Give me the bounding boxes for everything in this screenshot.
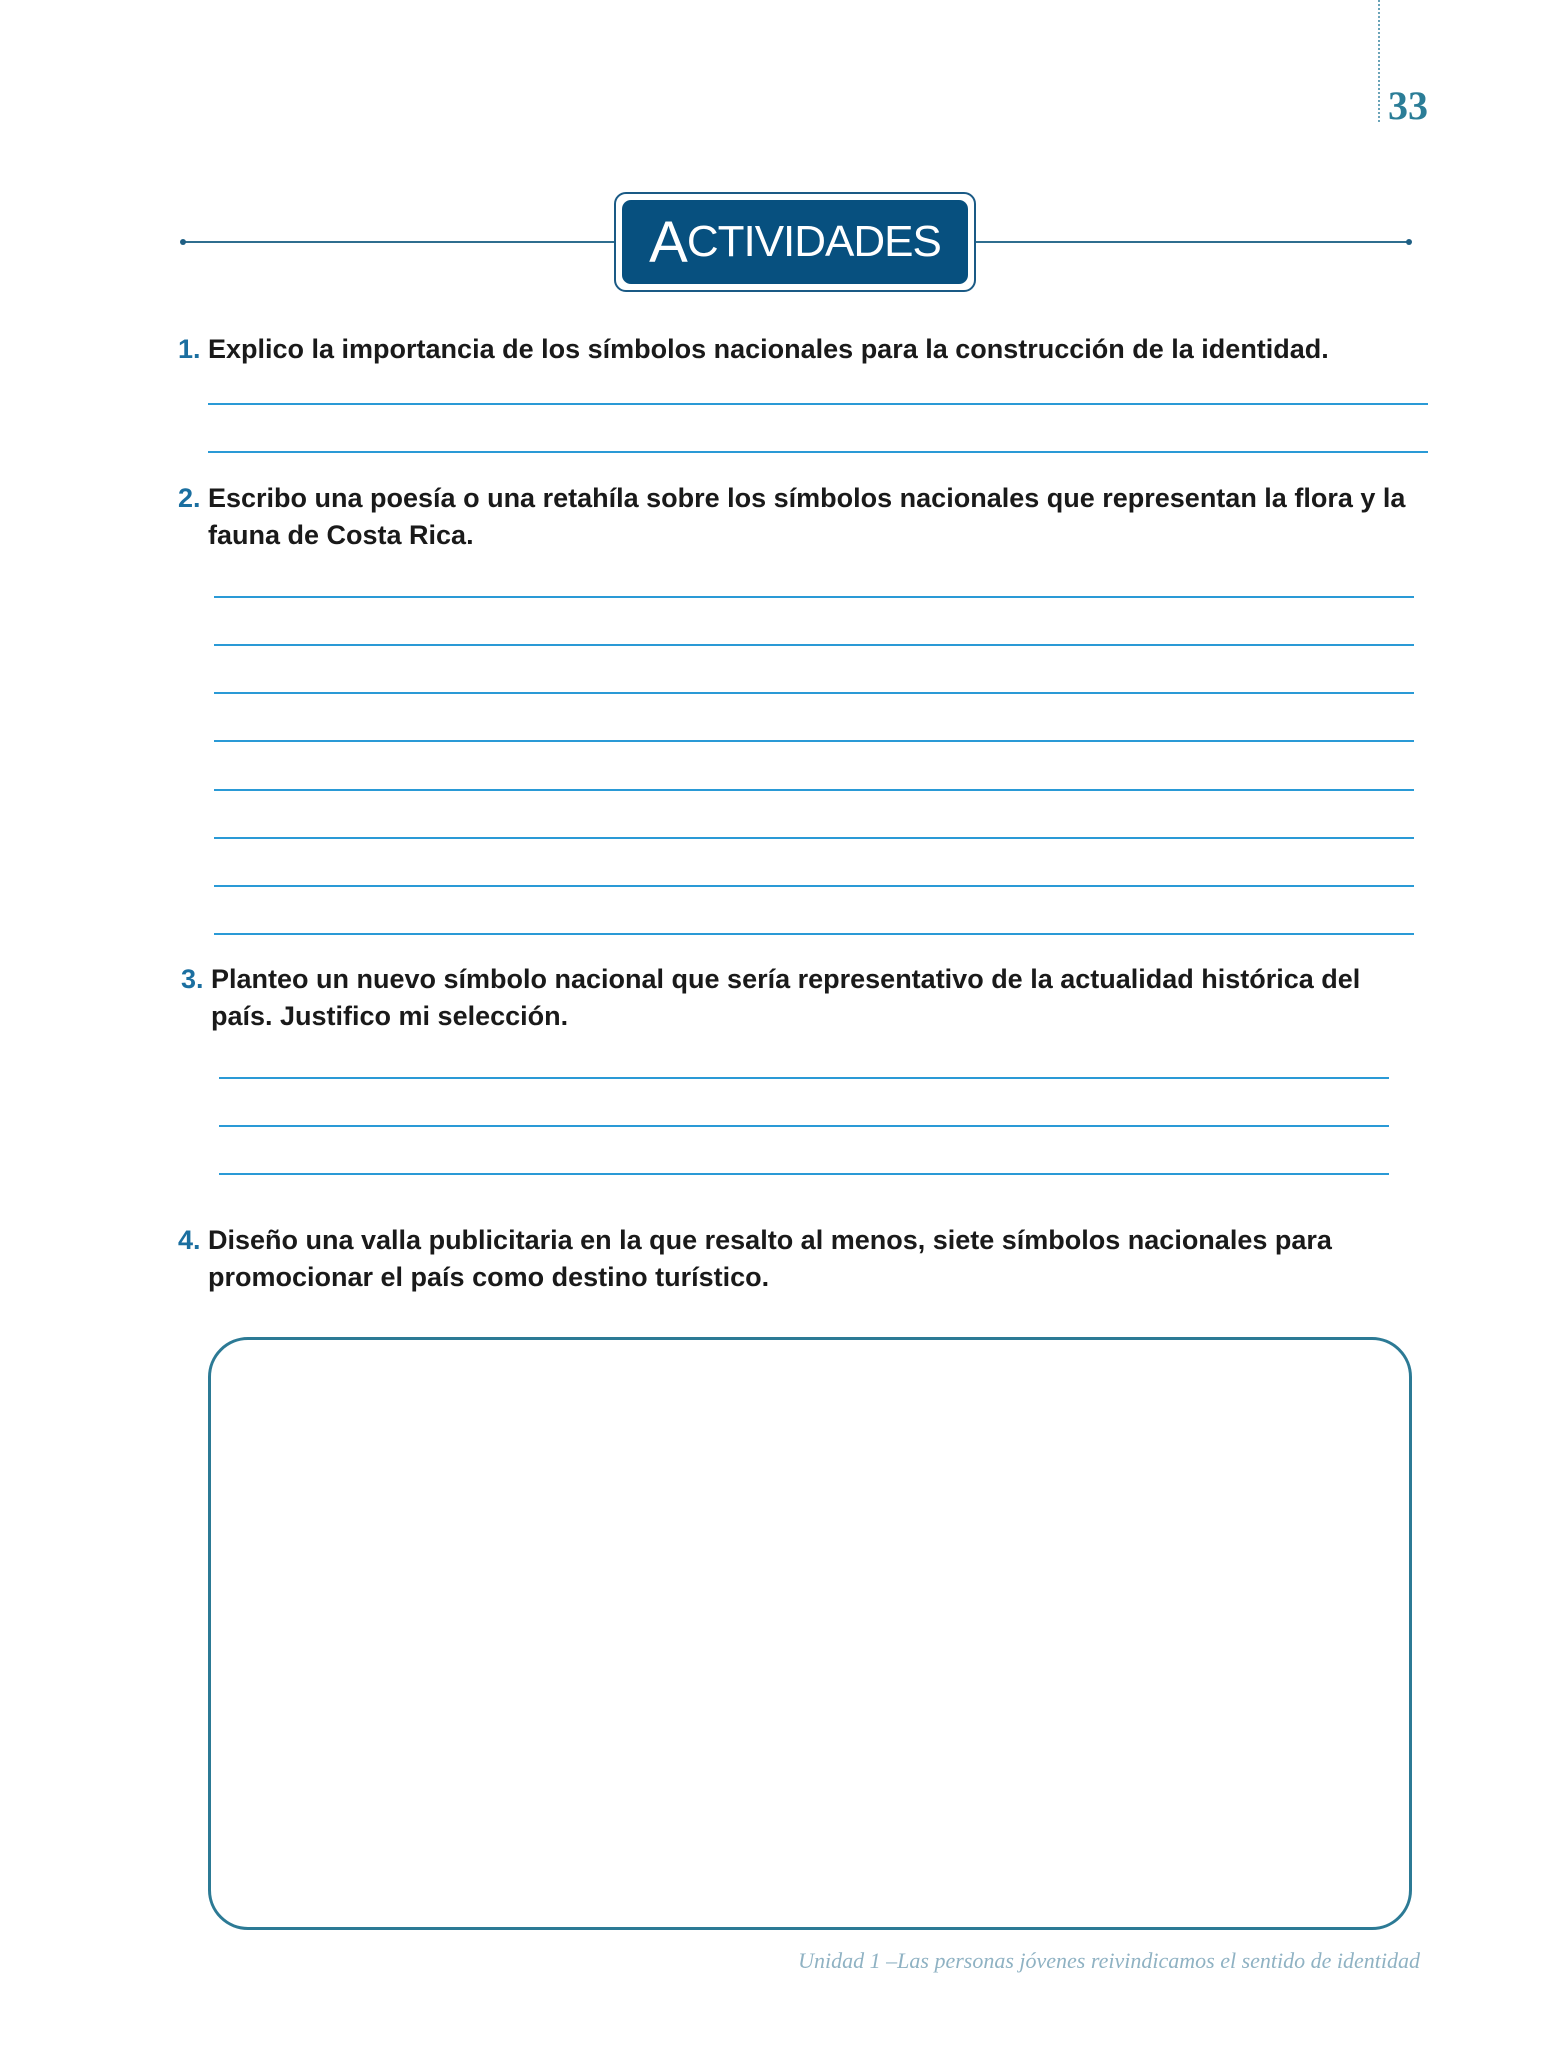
- answer-line[interactable]: [214, 789, 1414, 791]
- title-rule-left: [183, 241, 623, 243]
- answer-line[interactable]: [214, 933, 1414, 935]
- question-3: [181, 961, 1426, 1035]
- rule-dot-right: [1406, 239, 1412, 245]
- answer-line[interactable]: [219, 1077, 1389, 1079]
- question-number: 4.: [178, 1225, 201, 1255]
- question-text: Escribo una poesía o una retahíla sobre los símbolos nacionales que representan la flora y la fauna de Costa Rica.: [208, 483, 1406, 550]
- title-rule-right: [970, 241, 1410, 243]
- rule-dot-left: [180, 239, 186, 245]
- section-title-rest: CTIVIDADES: [686, 217, 941, 266]
- page-divider: [1378, 0, 1380, 122]
- answer-line[interactable]: [214, 644, 1414, 646]
- question-number: 2.: [178, 483, 201, 513]
- question-1: [178, 331, 1428, 368]
- drawing-box[interactable]: [208, 1337, 1412, 1930]
- section-title-badge: [614, 192, 976, 292]
- question-2: [178, 480, 1423, 554]
- page-number: 33: [1388, 83, 1428, 128]
- answer-line[interactable]: [214, 596, 1414, 598]
- answer-line[interactable]: [214, 837, 1414, 839]
- section-title-first: A: [649, 209, 687, 275]
- answer-line[interactable]: [214, 740, 1414, 742]
- page-footer: Unidad 1 –Las personas jóvenes reivindicamos el sentido de identidad: [798, 1948, 1420, 1973]
- question-text: Explico la importancia de los símbolos nacionales para la construcción de la identidad.: [208, 334, 1329, 364]
- question-number: 3.: [181, 964, 204, 994]
- answer-line[interactable]: [208, 451, 1428, 453]
- question-text: Diseño una valla publicitaria en la que resalto al menos, siete símbolos nacionales para promocionar el país como destino turístico.: [208, 1225, 1332, 1292]
- answer-line[interactable]: [219, 1125, 1389, 1127]
- answer-line[interactable]: [214, 692, 1414, 694]
- question-number: 1.: [178, 334, 201, 364]
- answer-line[interactable]: [208, 403, 1428, 405]
- answer-line[interactable]: [219, 1173, 1389, 1175]
- answer-line[interactable]: [214, 885, 1414, 887]
- question-4: [178, 1222, 1423, 1296]
- question-text: Planteo un nuevo símbolo nacional que sería representativo de la actualidad histórica del país. Justifico mi selección.: [211, 964, 1361, 1031]
